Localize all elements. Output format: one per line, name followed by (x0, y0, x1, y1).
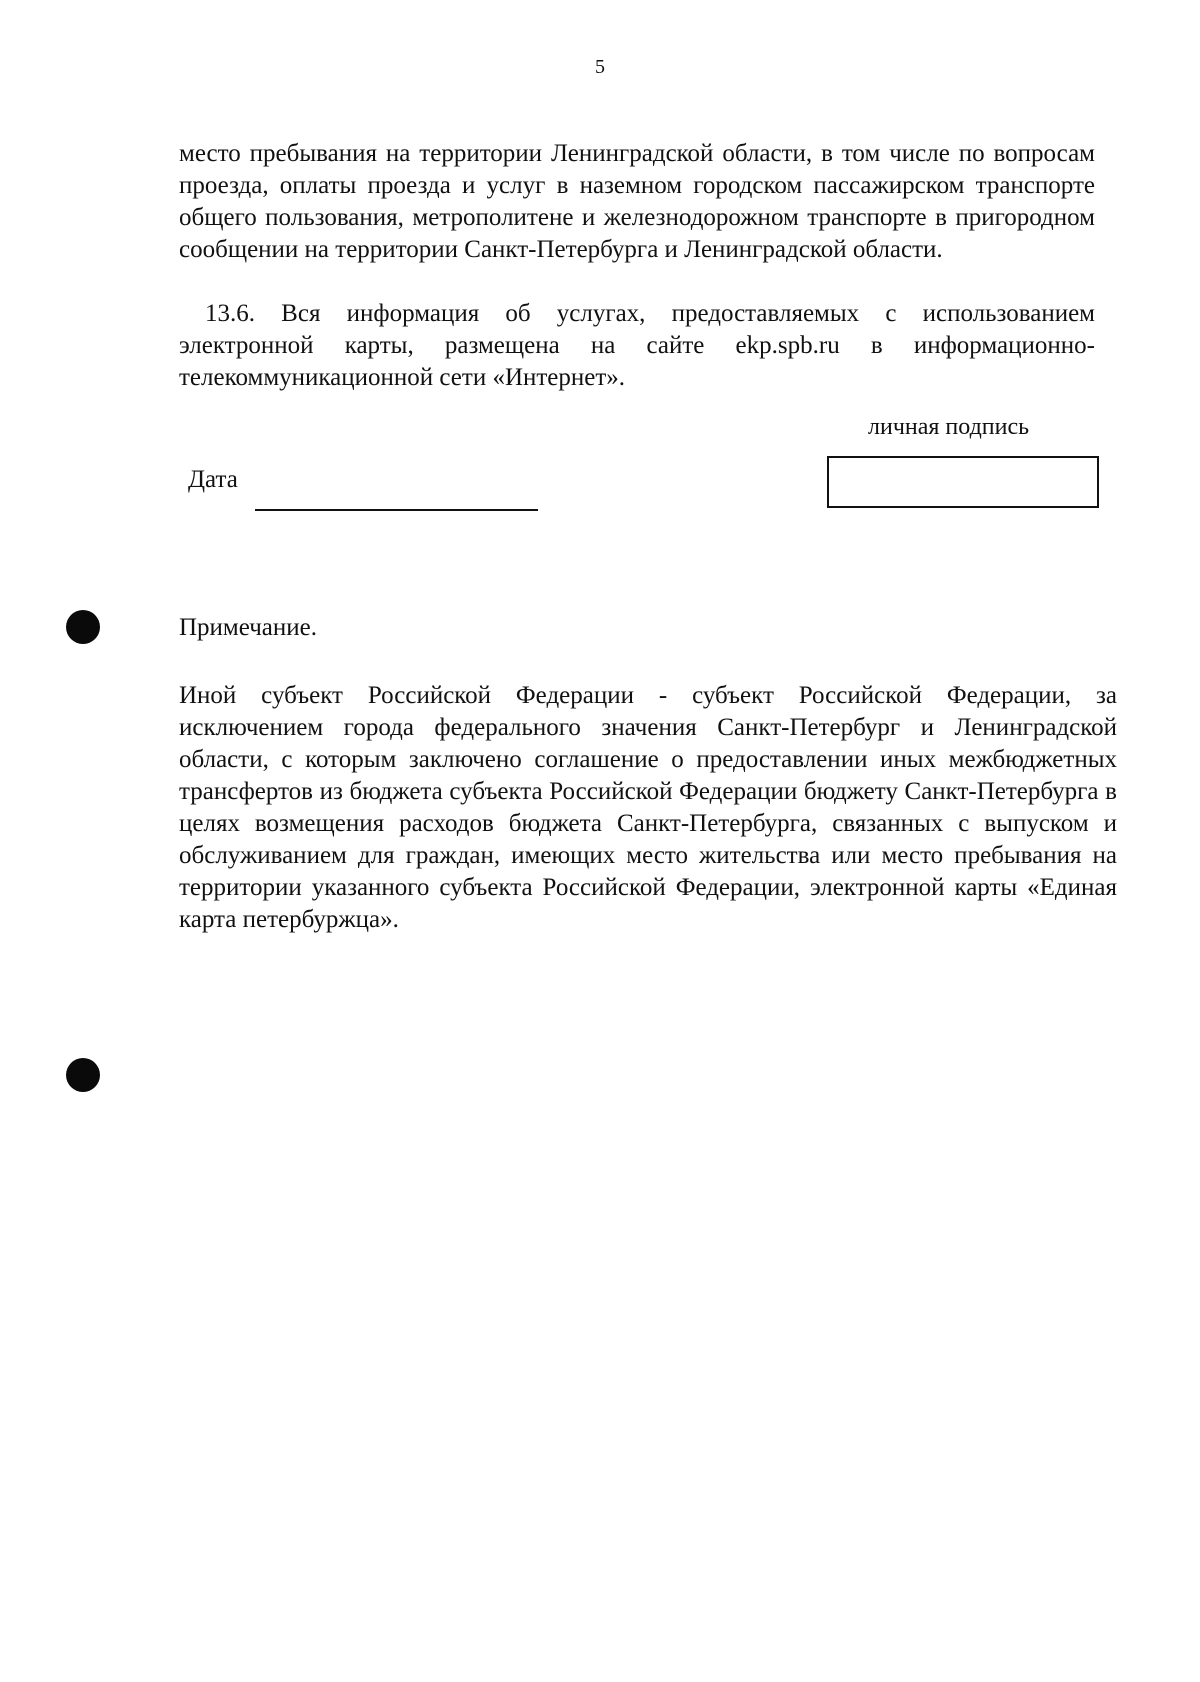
date-label: Дата (188, 466, 238, 493)
punch-hole-dot-icon (66, 1058, 100, 1092)
date-field-line[interactable] (255, 509, 538, 511)
note-text: Иной субъект Российской Федерации - субъект Российской Федерации, за исключением города федерального значения Санкт-Петербург и Ленинградской области, с которым заключено соглашение о предоставлении иных межбюджетных трансфертов из бюджета субъекта Российской Федерации бюджету Санкт-Петербурга в целях возмещения расходов бюджета Санкт-Петербурга, связанных с выпуском и обслуживанием для граждан, имеющих место жительства или место пребывания на территории указанного субъекта Российской Федерации, электронной карты «Единая карта петербуржца». (179, 682, 1117, 933)
punch-hole-dot-icon (66, 610, 100, 644)
note-title: Примечание. (179, 614, 318, 641)
paragraph-item-13-6: 13.6. Вся информация об услугах, предоставляемых с использованием электронной карты, размещена на сайте ekp.spb.ru в информационно-телекоммуникационной сети «Интернет». (179, 300, 1095, 391)
signature-label: личная подпись (868, 414, 1030, 440)
paragraph-continuation: место пребывания на территории Ленинградской области, в том числе по вопросам проезда, оплаты проезда и услуг в наземном городском пассажирском транспорте общего пользования, метрополитене и железнодорожном транспорте в пригородном сообщении на территории Санкт-Петербурга и Ленинградской области. (179, 140, 1095, 263)
signature-box[interactable] (827, 456, 1099, 508)
page-number: 5 (595, 56, 605, 78)
